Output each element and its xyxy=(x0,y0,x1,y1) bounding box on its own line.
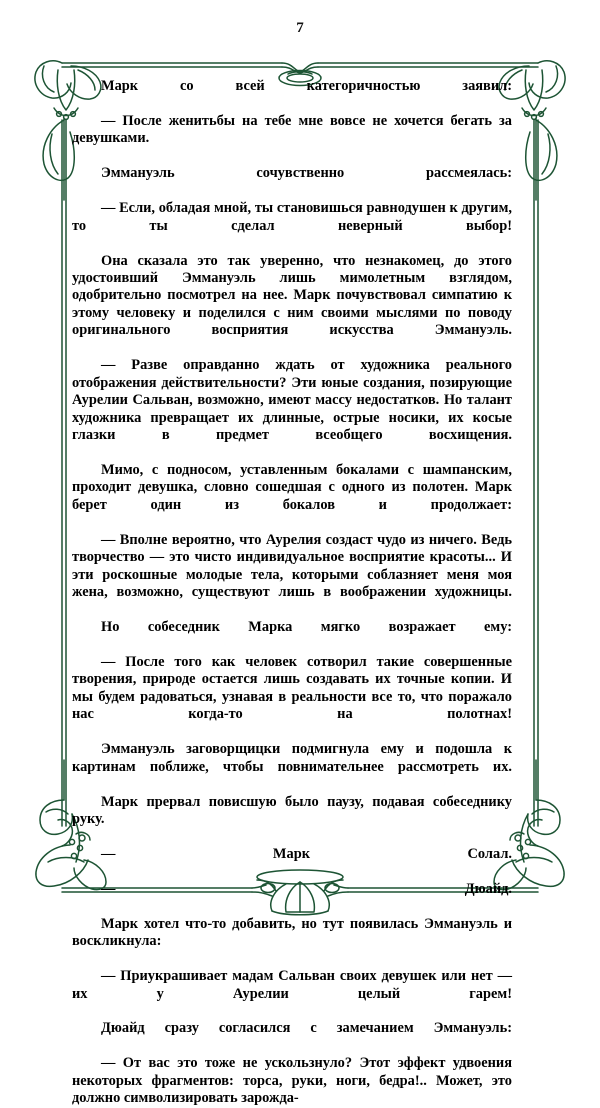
paragraph: — Вполне вероятно, что Аурелия создаст чудо из ничего. Ведь творчество — это чисто индивидуальное восприятие красоты... И эти роскошные молодые тела, которыми соблазняет меня моя жена, возможно, существуют лишь в воображении художницы. xyxy=(72,531,512,601)
page-number: 7 xyxy=(296,20,304,36)
body-text xyxy=(72,78,512,1108)
paragraph: — Марк Солал. xyxy=(101,845,512,862)
paragraph: Марк хотел что-то добавить, но тут появилась Эммануэль и воскликнула: xyxy=(72,915,512,950)
paragraph: Но собеседник Марка мягко возражает ему: xyxy=(101,619,512,636)
paragraph: — После того как человек сотворил такие совершенные творения, природе остается лишь создавать их точные копии. И мы будем радоваться, узнавая в реальности все то, что поражало нас когда-то на полотнах! xyxy=(72,653,512,723)
paragraph: — Дюайд. xyxy=(101,880,512,897)
paragraph: Мимо, с подносом, уставленным бокалами с шампанским, проходит девушка, словно сошедшая с одного из полотен. Марк берет один из бокалов и продолжает: xyxy=(72,461,512,513)
paragraph: — От вас это тоже не ускользнуло? Этот эффект удвоения некоторых фрагментов: торса, руки, ноги, бедра!.. Может, это должно символизировать зарожда- xyxy=(72,1055,512,1107)
paragraph: Марк прервал повисшую было паузу, подавая собеседнику руку. xyxy=(72,793,512,828)
paragraph: Марк со всей категоричностью заявил: xyxy=(101,78,512,94)
paragraph: Она сказала это так уверенно, что незнакомец, до этого удостоивший Эммануэль лишь мимолетным взглядом, одобрительно посмотрел на нее. Марк почувствовал симпатию к этому человеку и поделился с ним своими мыслями по поводу оригинального восприятия искусства Эммануэль. xyxy=(72,252,512,339)
paragraph: Дюайд сразу согласился с замечанием Эммануэль: xyxy=(101,1020,512,1037)
paragraph: — После женитьбы на тебе мне вовсе не хочется бегать за девушками. xyxy=(72,112,512,147)
paragraph: — Разве оправданно ждать от художника реального отображения действительности? Эти юные создания, позирующие Аурелии Сальван, возможно, имеют массу недостатков. Но талант художника превращает их длинные, острые носики, их косые глазки в предмет всеобщего восхищения. xyxy=(72,357,512,444)
paragraph: Эммануэль сочувственно рассмеялась: xyxy=(101,165,512,182)
paragraph: Эммануэль заговорщицки подмигнула ему и подошла к картинам поближе, чтобы повнимательнее рассмотреть их. xyxy=(72,741,512,775)
paragraph: — Если, обладая мной, ты становишься равнодушен к другим, то ты сделал неверный выбор! xyxy=(72,200,512,234)
paragraph: — Приукрашивает мадам Сальван своих девушек или нет — их у Аурелии целый гарем! xyxy=(72,968,512,1002)
